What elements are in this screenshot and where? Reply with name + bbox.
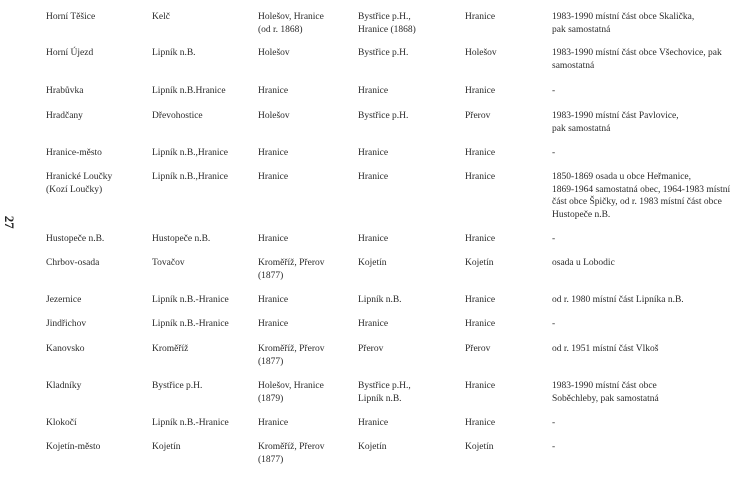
district-cell: Kojetín (152, 442, 181, 452)
current-district-cell: Hranice (465, 86, 496, 96)
political-district-cell: Hranice (258, 295, 289, 305)
note-cell: 1983-1990 místní část Pavlovice, pak samostatná (552, 111, 679, 134)
district-cell: Lipník n.B.-Hranice (152, 418, 229, 428)
note-cell: - (552, 319, 556, 329)
municipality-name: Horní Těšice (46, 12, 96, 22)
district-cell: Lipník n.B.-Hranice (152, 319, 229, 329)
court-district-cell: Bystřice p.H. (358, 111, 409, 121)
current-district-cell: Hranice (465, 148, 496, 158)
note-cell: - (552, 148, 556, 158)
political-district-cell: Hranice (258, 234, 289, 244)
page-number: 27 (1, 215, 17, 229)
note-cell: od r. 1980 místní část Lipníka n.B. (552, 295, 684, 305)
municipality-name: Hranické Loučky (Kozí Loučky) (46, 172, 113, 195)
political-district-cell: Hranice (258, 172, 289, 182)
current-district-cell: Přerov (465, 111, 491, 121)
court-district-cell: Hranice (358, 86, 389, 96)
note-cell: - (552, 418, 556, 428)
note-cell: od r. 1951 místní část Vlkoš (552, 344, 659, 354)
current-district-cell: Kojetín (465, 258, 494, 268)
district-cell: Kelč (152, 12, 170, 22)
current-district-cell: Hranice (465, 381, 496, 391)
municipality-name: Jindřichov (46, 319, 87, 329)
political-district-cell: Kroměříž, Přerov (1877) (258, 258, 325, 281)
current-district-cell: Holešov (465, 48, 497, 58)
court-district-cell: Kojetín (358, 442, 387, 452)
note-cell: 1983-1990 místní část obce Soběchleby, pak samostatná (552, 381, 659, 404)
note-cell: 1850-1869 osada u obce Heřmanice, 1869-1964 samostatná obec, 1964-1983 místní část obce Špičky, od r. 1983 místní část obce Hustopeče n.B. (552, 172, 731, 220)
current-district-cell: Hranice (465, 12, 496, 22)
municipality-name: Hustopeče n.B. (46, 234, 105, 244)
political-district-cell: Hranice (258, 86, 289, 96)
political-district-cell: Holešov (258, 48, 290, 58)
court-district-cell: Kojetín (358, 258, 387, 268)
political-district-cell: Hranice (258, 148, 289, 158)
political-district-cell: Kroměříž, Přerov (1877) (258, 442, 325, 465)
district-cell: Lipník n.B.,Hranice (152, 148, 228, 158)
municipality-name: Kanovsko (46, 344, 85, 354)
district-cell: Lipník n.B. (152, 48, 196, 58)
district-cell: Lipník n.B.-Hranice (152, 295, 229, 305)
district-cell: Tovačov (152, 258, 185, 268)
note-cell: - (552, 86, 556, 96)
court-district-cell: Hranice (358, 172, 389, 182)
current-district-cell: Hranice (465, 418, 496, 428)
note-cell: osada u Lobodic (552, 258, 615, 268)
court-district-cell: Bystřice p.H. (358, 48, 409, 58)
district-cell: Dřevohostice (152, 111, 203, 121)
court-district-cell: Přerov (358, 344, 384, 354)
court-district-cell: Hranice (358, 418, 389, 428)
municipality-name: Hrabůvka (46, 86, 84, 96)
political-district-cell: Hranice (258, 418, 289, 428)
current-district-cell: Hranice (465, 234, 496, 244)
district-cell: Kroměříž (152, 344, 189, 354)
court-district-cell: Hranice (358, 148, 389, 158)
political-district-cell: Holešov, Hranice (od r. 1868) (258, 12, 324, 35)
court-district-cell: Lipník n.B. (358, 295, 402, 305)
municipality-name: Horní Újezd (46, 48, 94, 58)
municipality-name: Chrbov-osada (46, 258, 100, 268)
political-district-cell: Holešov (258, 111, 290, 121)
current-district-cell: Přerov (465, 344, 491, 354)
court-district-cell: Bystřice p.H., Hranice (1868) (358, 12, 416, 35)
municipality-name: Hranice-město (46, 148, 102, 158)
court-district-cell: Hranice (358, 319, 389, 329)
current-district-cell: Kojetín (465, 442, 494, 452)
municipality-name: Hradčany (46, 111, 83, 121)
municipality-name: Jezernice (46, 295, 82, 305)
district-cell: Lipník n.B.,Hranice (152, 172, 228, 182)
note-cell: - (552, 234, 556, 244)
court-district-cell: Hranice (358, 234, 389, 244)
municipality-name: Kladníky (46, 381, 82, 391)
note-cell: 1983-1990 místní část obce Skalička, pak samostatná (552, 12, 695, 35)
current-district-cell: Hranice (465, 295, 496, 305)
municipality-name: Klokočí (46, 418, 77, 428)
political-district-cell: Holešov, Hranice (1879) (258, 381, 324, 404)
municipality-name: Kojetín-město (46, 442, 101, 452)
district-cell: Bystřice p.H. (152, 381, 203, 391)
political-district-cell: Hranice (258, 319, 289, 329)
current-district-cell: Hranice (465, 172, 496, 182)
district-cell: Lipník n.B.Hranice (152, 86, 226, 96)
note-cell: 1983-1990 místní část obce Všechovice, pak samostatná (552, 48, 722, 71)
current-district-cell: Hranice (465, 319, 496, 329)
district-cell: Hustopeče n.B. (152, 234, 211, 244)
note-cell: - (552, 442, 556, 452)
political-district-cell: Kroměříž, Přerov (1877) (258, 344, 325, 367)
court-district-cell: Bystřice p.H., Lipník n.B. (358, 381, 411, 404)
